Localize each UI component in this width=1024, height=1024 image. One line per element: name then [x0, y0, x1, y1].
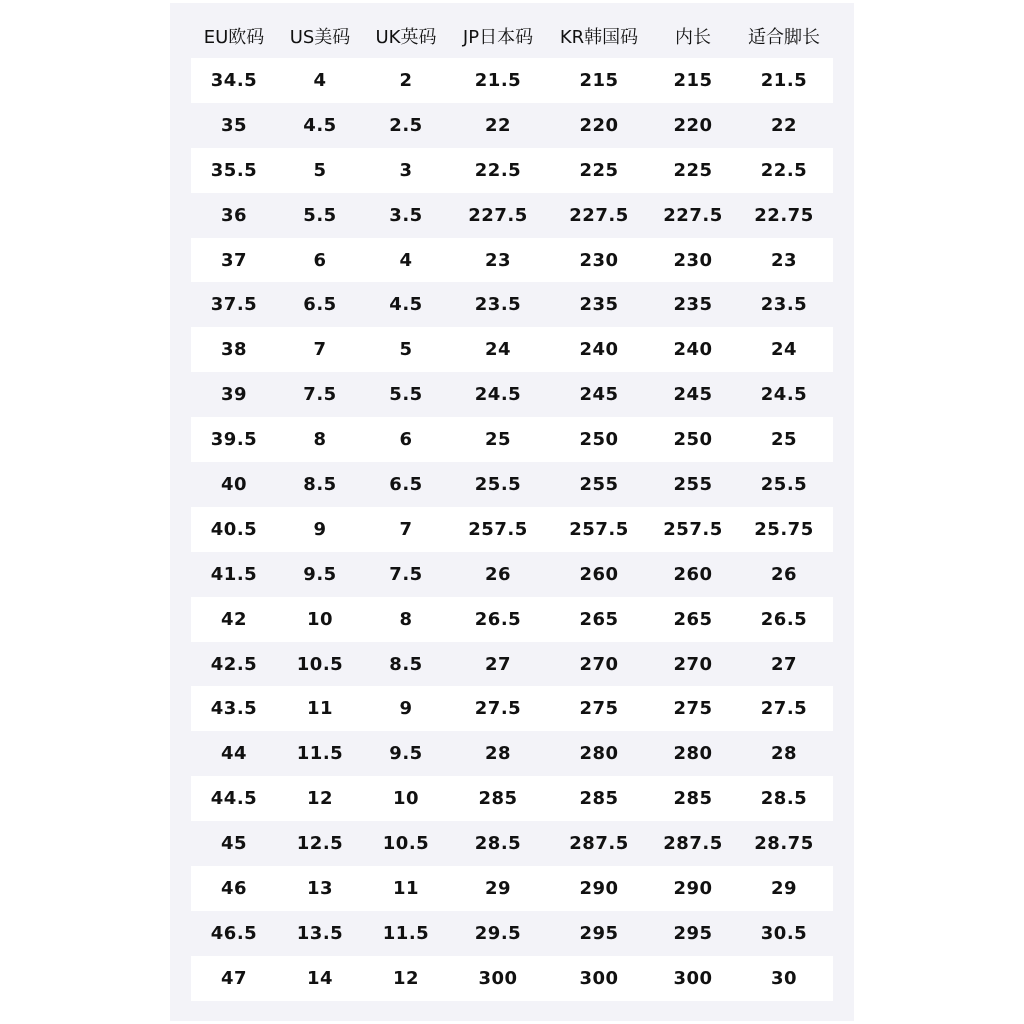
- kr-size-cell: 240: [547, 327, 651, 372]
- inner-length-cell: 290: [651, 866, 735, 911]
- kr-size-cell: 290: [547, 866, 651, 911]
- eu-size-cell: 43.5: [191, 686, 277, 731]
- uk-size-cell: 5.5: [363, 372, 449, 417]
- inner-length-cell: 220: [651, 103, 735, 148]
- uk-size-cell: 10.5: [363, 821, 449, 866]
- us-size-cell: 5: [277, 148, 363, 193]
- us-size-cell: 12.5: [277, 821, 363, 866]
- kr-size-cell: 275: [547, 686, 651, 731]
- jp-size-cell: 25.5: [449, 462, 547, 507]
- eu-size-cell: 34.5: [191, 58, 277, 103]
- eu-size-cell: 39: [191, 372, 277, 417]
- uk-size-cell: 9.5: [363, 731, 449, 776]
- kr-size-cell: 257.5: [547, 507, 651, 552]
- uk-size-cell: 9: [363, 686, 449, 731]
- inner-length-cell: 225: [651, 148, 735, 193]
- fit-foot-length-cell: 27.5: [735, 686, 833, 731]
- us-size-cell: 11.5: [277, 731, 363, 776]
- eu-size-cell: 35: [191, 103, 277, 148]
- fit-foot-length-cell: 30: [735, 956, 833, 1001]
- fit-foot-length-cell: 22.5: [735, 148, 833, 193]
- kr-size-cell: 280: [547, 731, 651, 776]
- table-body: [191, 58, 833, 1001]
- fit-foot-length-cell: 25.75: [735, 507, 833, 552]
- uk-size-cell: 3: [363, 148, 449, 193]
- header-kr-size: KR韩国码: [559, 26, 639, 48]
- inner-length-cell: 227.5: [651, 193, 735, 238]
- kr-size-cell: 287.5: [547, 821, 651, 866]
- us-size-cell: 6: [277, 238, 363, 283]
- inner-length-cell: 215: [651, 58, 735, 103]
- fit-foot-length-cell: 23: [735, 238, 833, 283]
- eu-size-cell: 40.5: [191, 507, 277, 552]
- jp-size-cell: 300: [449, 956, 547, 1001]
- table-row: [191, 552, 833, 597]
- fit-foot-length-cell: 25.5: [735, 462, 833, 507]
- jp-size-cell: 22.5: [449, 148, 547, 193]
- kr-size-cell: 220: [547, 103, 651, 148]
- eu-size-cell: 35.5: [191, 148, 277, 193]
- kr-size-cell: 265: [547, 597, 651, 642]
- us-size-cell: 7.5: [277, 372, 363, 417]
- fit-foot-length-cell: 29: [735, 866, 833, 911]
- inner-length-cell: 240: [651, 327, 735, 372]
- us-size-cell: 12: [277, 776, 363, 821]
- table-row: [191, 327, 833, 372]
- fit-foot-length-cell: 21.5: [735, 58, 833, 103]
- kr-size-cell: 270: [547, 642, 651, 687]
- inner-length-cell: 275: [651, 686, 735, 731]
- uk-size-cell: 2: [363, 58, 449, 103]
- eu-size-cell: 37: [191, 238, 277, 283]
- fit-foot-length-cell: 28.75: [735, 821, 833, 866]
- inner-length-cell: 250: [651, 417, 735, 462]
- us-size-cell: 9: [277, 507, 363, 552]
- inner-length-cell: 280: [651, 731, 735, 776]
- table-row: [191, 686, 833, 731]
- jp-size-cell: 28.5: [449, 821, 547, 866]
- header-us-size: US美码: [289, 26, 351, 48]
- table-row: [191, 776, 833, 821]
- jp-size-cell: 27: [449, 642, 547, 687]
- fit-foot-length-cell: 28: [735, 731, 833, 776]
- fit-foot-length-cell: 30.5: [735, 911, 833, 956]
- inner-length-cell: 287.5: [651, 821, 735, 866]
- eu-size-cell: 44: [191, 731, 277, 776]
- table-row: [191, 103, 833, 148]
- table-row: [191, 238, 833, 283]
- kr-size-cell: 300: [547, 956, 651, 1001]
- fit-foot-length-cell: 26: [735, 552, 833, 597]
- fit-foot-length-cell: 28.5: [735, 776, 833, 821]
- inner-length-cell: 235: [651, 282, 735, 327]
- uk-size-cell: 11.5: [363, 911, 449, 956]
- us-size-cell: 14: [277, 956, 363, 1001]
- table-row: [191, 642, 833, 687]
- eu-size-cell: 44.5: [191, 776, 277, 821]
- kr-size-cell: 235: [547, 282, 651, 327]
- kr-size-cell: 225: [547, 148, 651, 193]
- eu-size-cell: 39.5: [191, 417, 277, 462]
- us-size-cell: 8.5: [277, 462, 363, 507]
- us-size-cell: 4: [277, 58, 363, 103]
- uk-size-cell: 8: [363, 597, 449, 642]
- uk-size-cell: 8.5: [363, 642, 449, 687]
- header-jp-size: JP日本码: [462, 26, 534, 48]
- us-size-cell: 11: [277, 686, 363, 731]
- table-row: [191, 507, 833, 552]
- jp-size-cell: 25: [449, 417, 547, 462]
- jp-size-cell: 23.5: [449, 282, 547, 327]
- uk-size-cell: 4: [363, 238, 449, 283]
- jp-size-cell: 29.5: [449, 911, 547, 956]
- header-uk-size: UK英码: [375, 26, 437, 48]
- kr-size-cell: 295: [547, 911, 651, 956]
- eu-size-cell: 38: [191, 327, 277, 372]
- fit-foot-length-cell: 24.5: [735, 372, 833, 417]
- us-size-cell: 6.5: [277, 282, 363, 327]
- uk-size-cell: 3.5: [363, 193, 449, 238]
- fit-foot-length-cell: 22.75: [735, 193, 833, 238]
- uk-size-cell: 10: [363, 776, 449, 821]
- table-row: [191, 148, 833, 193]
- eu-size-cell: 37.5: [191, 282, 277, 327]
- table-row: [191, 911, 833, 956]
- fit-foot-length-cell: 23.5: [735, 282, 833, 327]
- kr-size-cell: 230: [547, 238, 651, 283]
- size-conversion-table: [191, 13, 833, 1001]
- eu-size-cell: 45: [191, 821, 277, 866]
- uk-size-cell: 12: [363, 956, 449, 1001]
- jp-size-cell: 28: [449, 731, 547, 776]
- eu-size-cell: 46: [191, 866, 277, 911]
- table-row: [191, 193, 833, 238]
- inner-length-cell: 257.5: [651, 507, 735, 552]
- table-header-row: [191, 13, 833, 58]
- table-row: [191, 956, 833, 1001]
- kr-size-cell: 227.5: [547, 193, 651, 238]
- jp-size-cell: 227.5: [449, 193, 547, 238]
- header-fit-foot-length: 适合脚长: [748, 26, 820, 48]
- jp-size-cell: 21.5: [449, 58, 547, 103]
- jp-size-cell: 27.5: [449, 686, 547, 731]
- table-row: [191, 372, 833, 417]
- table-row: [191, 462, 833, 507]
- eu-size-cell: 46.5: [191, 911, 277, 956]
- us-size-cell: 13: [277, 866, 363, 911]
- kr-size-cell: 255: [547, 462, 651, 507]
- us-size-cell: 7: [277, 327, 363, 372]
- us-size-cell: 4.5: [277, 103, 363, 148]
- kr-size-cell: 285: [547, 776, 651, 821]
- table-row: [191, 731, 833, 776]
- jp-size-cell: 24.5: [449, 372, 547, 417]
- jp-size-cell: 26.5: [449, 597, 547, 642]
- table-row: [191, 597, 833, 642]
- eu-size-cell: 42.5: [191, 642, 277, 687]
- table-row: [191, 866, 833, 911]
- uk-size-cell: 7: [363, 507, 449, 552]
- header-inner-length: 内长: [675, 26, 711, 48]
- kr-size-cell: 245: [547, 372, 651, 417]
- us-size-cell: 8: [277, 417, 363, 462]
- uk-size-cell: 2.5: [363, 103, 449, 148]
- jp-size-cell: 24: [449, 327, 547, 372]
- inner-length-cell: 300: [651, 956, 735, 1001]
- fit-foot-length-cell: 24: [735, 327, 833, 372]
- kr-size-cell: 215: [547, 58, 651, 103]
- inner-length-cell: 255: [651, 462, 735, 507]
- jp-size-cell: 285: [449, 776, 547, 821]
- table-row: [191, 417, 833, 462]
- uk-size-cell: 6.5: [363, 462, 449, 507]
- inner-length-cell: 285: [651, 776, 735, 821]
- header-eu-size: EU欧码: [203, 26, 265, 48]
- inner-length-cell: 270: [651, 642, 735, 687]
- us-size-cell: 9.5: [277, 552, 363, 597]
- uk-size-cell: 11: [363, 866, 449, 911]
- jp-size-cell: 22: [449, 103, 547, 148]
- fit-foot-length-cell: 27: [735, 642, 833, 687]
- eu-size-cell: 42: [191, 597, 277, 642]
- table-row: [191, 58, 833, 103]
- kr-size-cell: 250: [547, 417, 651, 462]
- inner-length-cell: 245: [651, 372, 735, 417]
- table-row: [191, 282, 833, 327]
- jp-size-cell: 257.5: [449, 507, 547, 552]
- fit-foot-length-cell: 25: [735, 417, 833, 462]
- jp-size-cell: 23: [449, 238, 547, 283]
- us-size-cell: 5.5: [277, 193, 363, 238]
- uk-size-cell: 4.5: [363, 282, 449, 327]
- uk-size-cell: 6: [363, 417, 449, 462]
- inner-length-cell: 265: [651, 597, 735, 642]
- us-size-cell: 10.5: [277, 642, 363, 687]
- kr-size-cell: 260: [547, 552, 651, 597]
- fit-foot-length-cell: 26.5: [735, 597, 833, 642]
- eu-size-cell: 47: [191, 956, 277, 1001]
- us-size-cell: 10: [277, 597, 363, 642]
- uk-size-cell: 7.5: [363, 552, 449, 597]
- fit-foot-length-cell: 22: [735, 103, 833, 148]
- inner-length-cell: 260: [651, 552, 735, 597]
- jp-size-cell: 29: [449, 866, 547, 911]
- jp-size-cell: 26: [449, 552, 547, 597]
- inner-length-cell: 295: [651, 911, 735, 956]
- us-size-cell: 13.5: [277, 911, 363, 956]
- eu-size-cell: 40: [191, 462, 277, 507]
- inner-length-cell: 230: [651, 238, 735, 283]
- eu-size-cell: 36: [191, 193, 277, 238]
- uk-size-cell: 5: [363, 327, 449, 372]
- table-row: [191, 821, 833, 866]
- eu-size-cell: 41.5: [191, 552, 277, 597]
